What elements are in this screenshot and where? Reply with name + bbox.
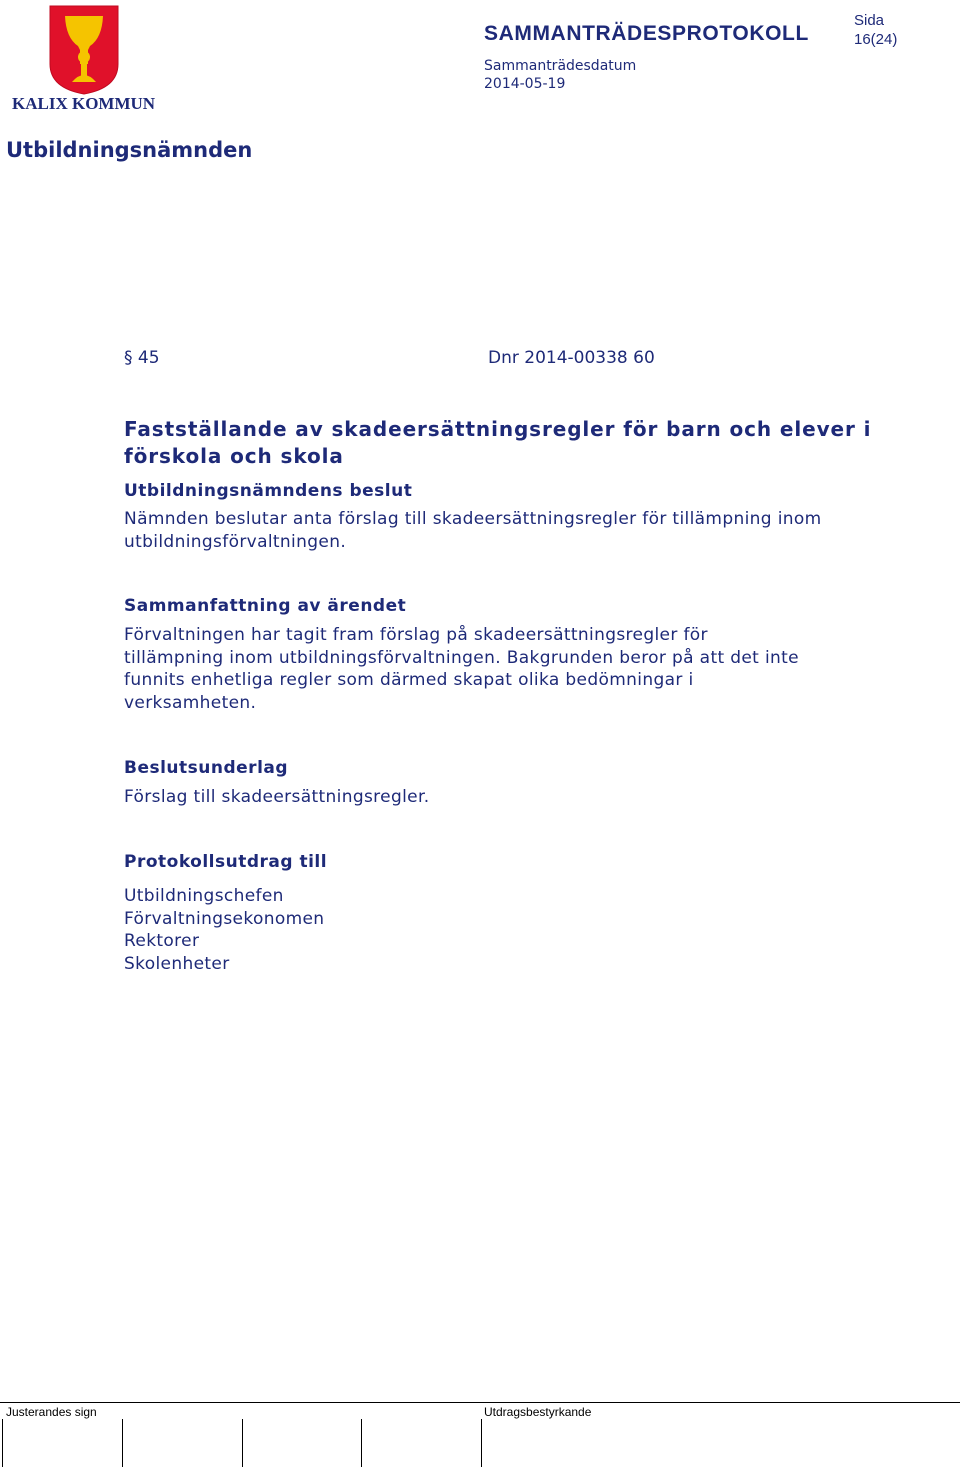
signature-box-divider [122,1419,123,1467]
case-number: Dnr 2014-00338 60 [488,348,655,368]
certification-label: Utdragsbestyrkande [484,1405,592,1419]
summary-text: Förvaltningen har tagit fram förslag på skadeersättningsregler för tillämpning inom utbildningsförvaltningen. Bakgrunden beror på att det inte funnits enhetliga regler som därmed skapat olika bedömningar i verksamheten. [124,625,799,713]
paragraph-number: § 45 [124,348,160,368]
document-type: SAMMANTRÄDESPROTOKOLL [484,22,809,45]
signature-box-divider [361,1419,362,1467]
committee-name: Utbildningsnämnden [6,138,253,162]
signature-footer [0,1402,960,1467]
basis-text: Förslag till skadeersättningsregler. [124,787,430,807]
distribution-list [124,885,904,975]
summary-heading: Sammanfattning av ärendet [124,596,407,616]
decision-heading: Utbildningsnämndens beslut [124,481,413,501]
signature-box-divider [2,1419,3,1467]
municipality-logo [10,2,160,114]
list-item: Skolenheter [124,953,230,974]
signature-box-divider [242,1419,243,1467]
signature-box-divider [481,1419,482,1467]
distribution-heading: Protokollsutdrag till [124,852,328,872]
decision-text: Nämnden beslutar anta förslag till skadeersättningsregler för tillämpning inom utbildningsförvaltningen. [124,509,822,552]
meeting-date-value: 2014-05-19 [484,76,566,92]
list-item: Rektorer [124,931,200,951]
page-label: Sida [854,12,885,29]
list-item: Förvaltningsekonomen [124,908,325,929]
matter-title: Fastställande av skadeersättningsregler för barn och elever i förskola och skola [124,417,872,468]
list-item: Utbildningschefen [124,886,284,906]
signature-label: Justerandes sign [6,1405,97,1419]
logo-wordmark: KALIX KOMMUN [12,94,156,113]
meeting-date-label: Sammanträdesdatum [484,58,637,74]
page-number: 16(24) [854,31,898,48]
basis-heading: Beslutsunderlag [124,758,289,778]
